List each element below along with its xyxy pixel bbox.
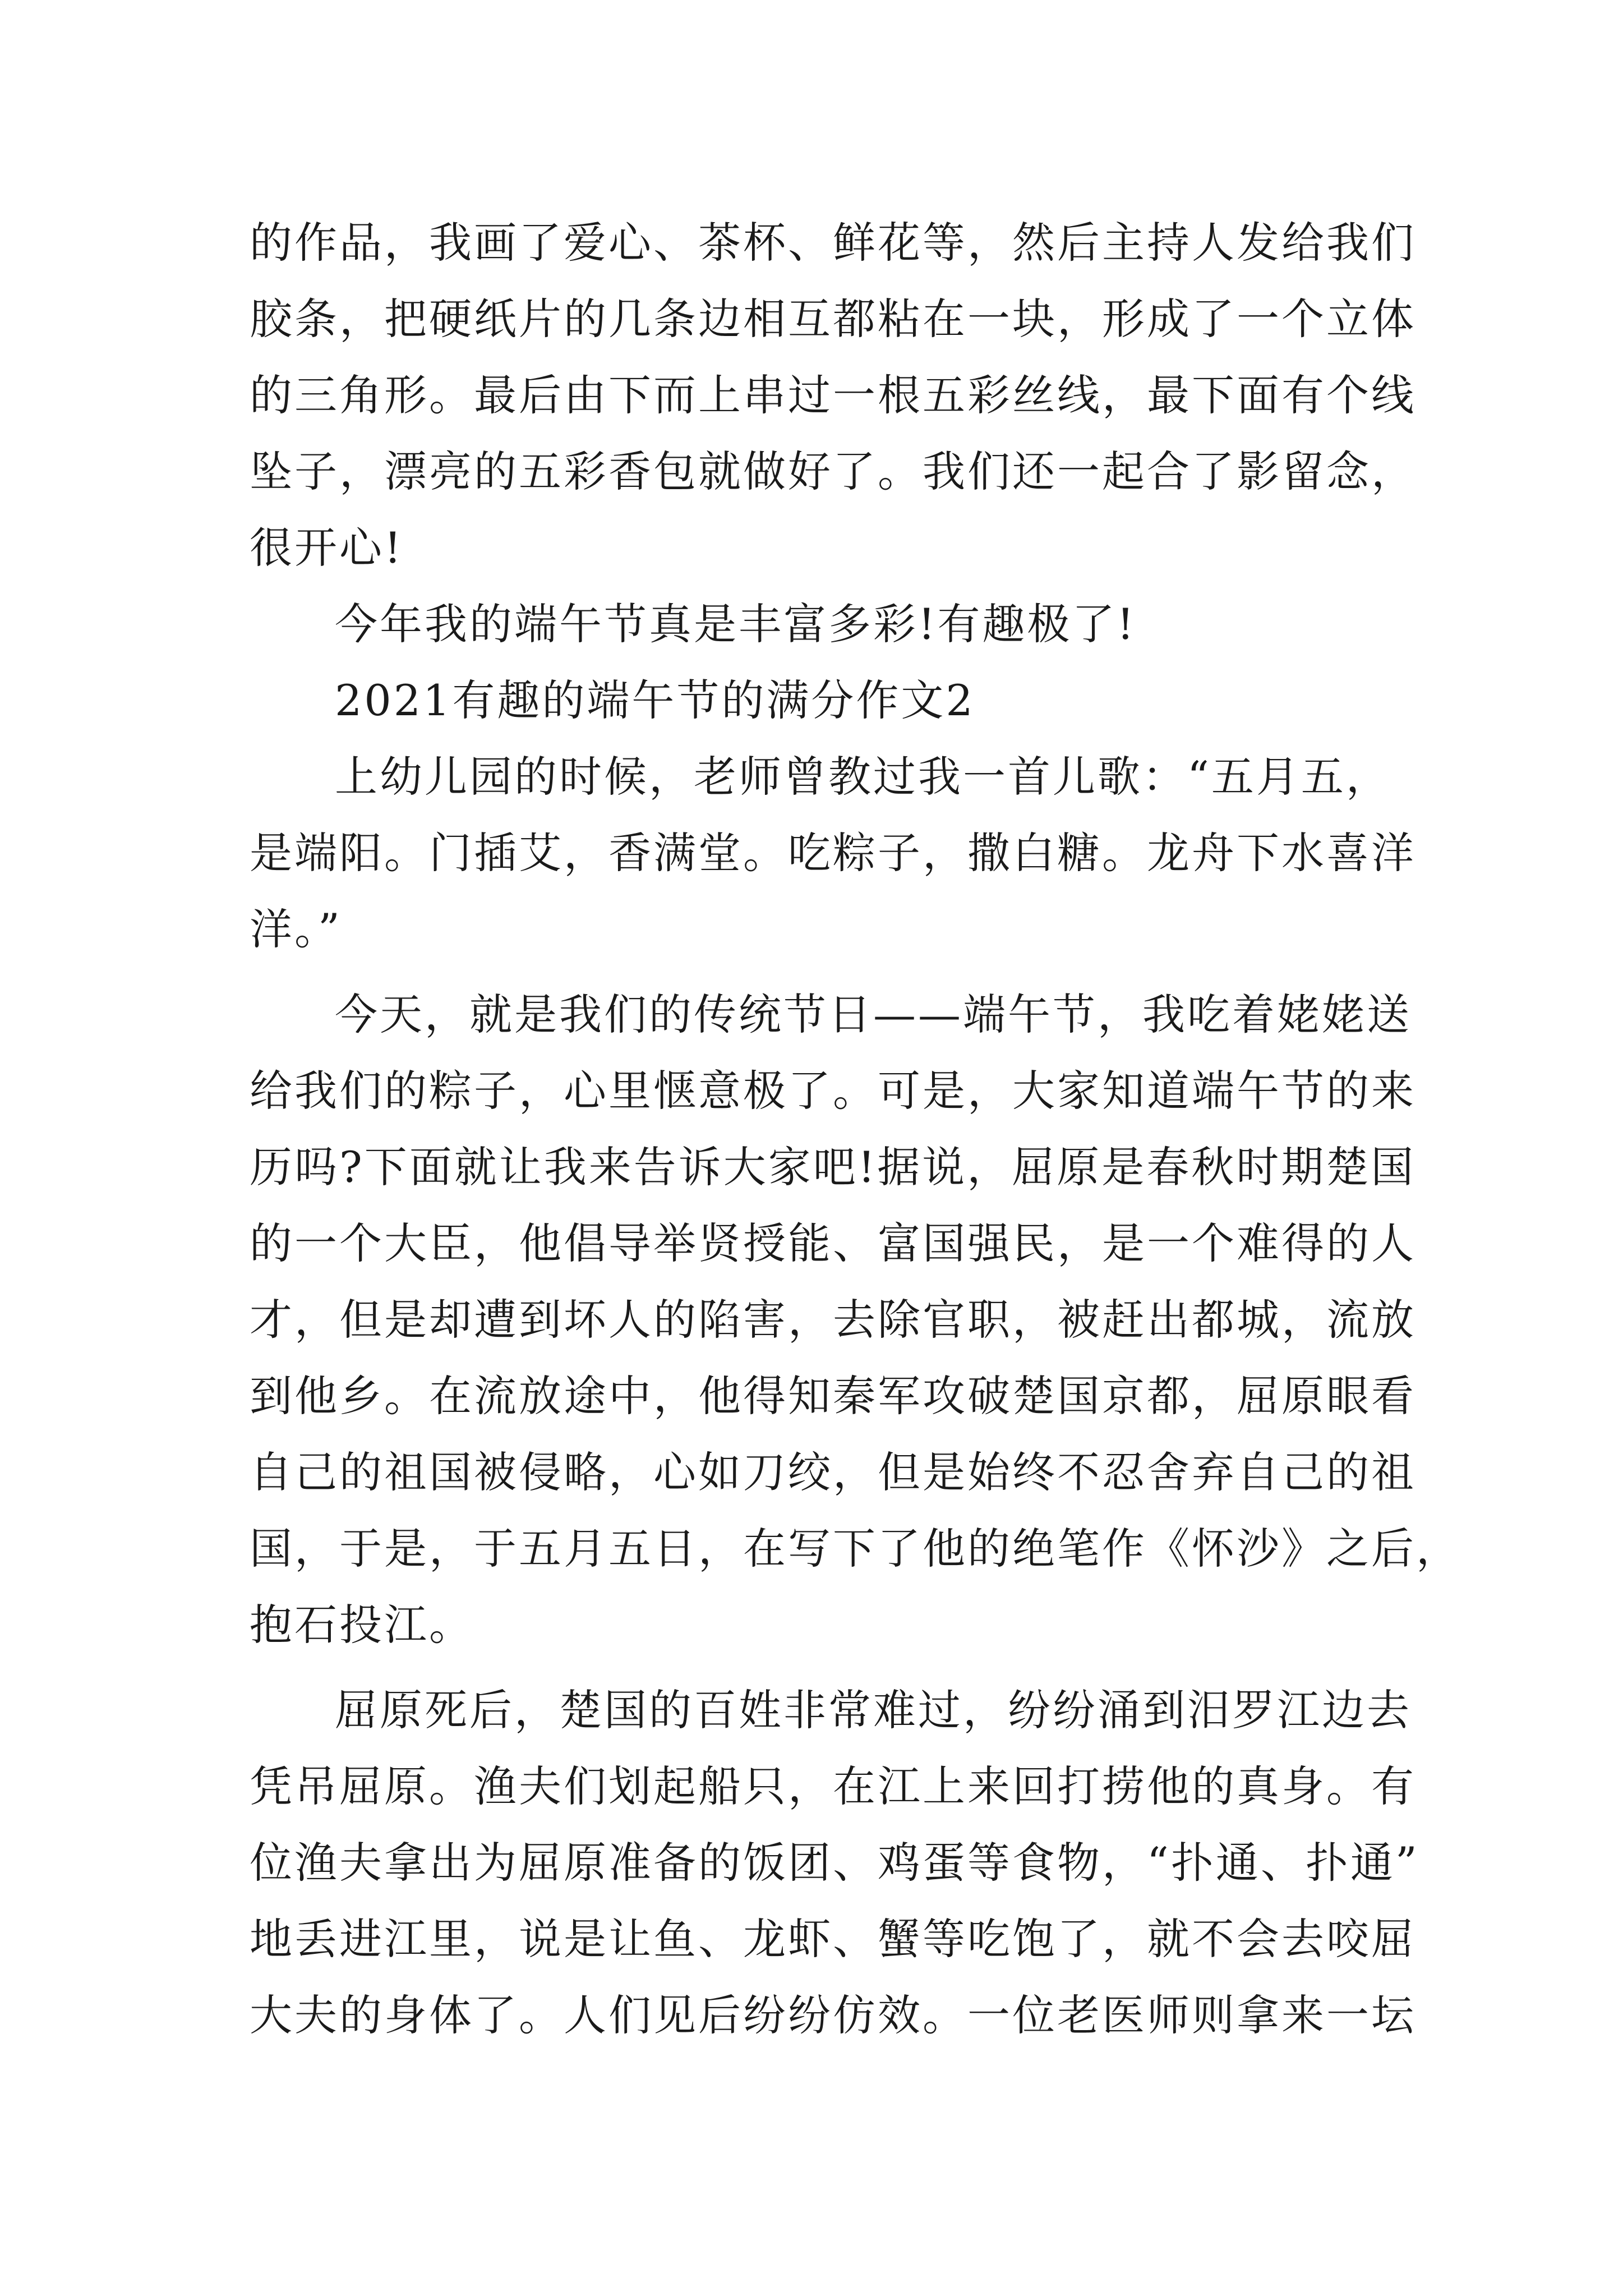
text-line: 才，但是却遭到坏人的陷害，去除官职，被赶出都城，流放 [250, 1295, 1416, 1345]
text-line: 地丢进江里，说是让鱼、龙虾、蟹等吃饱了，就不会去咬屈 [250, 1914, 1416, 1964]
text-line: 的作品，我画了爱心、茶杯、鲜花等，然后主持人发给我们 [250, 218, 1416, 268]
text-line: 是端阳。门插艾，香满堂。吃粽子，撒白糖。龙舟下水喜洋 [250, 828, 1416, 878]
text-line: 给我们的粽子，心里惬意极了。可是，大家知道端午节的来 [250, 1066, 1416, 1116]
text-line: 洋。” [250, 904, 342, 954]
text-line: 历吗?下面就让我来告诉大家吧!据说，屈原是春秋时期楚国 [250, 1142, 1416, 1192]
text-line: 到他乡。在流放途中，他得知秦军攻破楚国京都，屈原眼看 [250, 1371, 1416, 1421]
text-line: 的三角形。最后由下而上串过一根五彩丝线，最下面有个线 [250, 370, 1416, 420]
text-line: 自己的祖国被侵略，心如刀绞，但是始终不忍舍弃自己的祖 [250, 1447, 1416, 1497]
text-line: 今天，就是我们的传统节日——端午节，我吃着姥姥送 [335, 990, 1412, 1039]
text-line: 胶条，把硬纸片的几条边相互都粘在一块，形成了一个立体 [250, 294, 1416, 344]
text-line: 坠子，漂亮的五彩香包就做好了。我们还一起合了影留念， [250, 447, 1416, 496]
text-line: 抱石投江。 [250, 1600, 474, 1650]
text-line: 凭吊屈原。渔夫们划起船只，在江上来回打捞他的真身。有 [250, 1761, 1416, 1811]
essay-title: 2021有趣的端午节的满分作文2 [335, 675, 975, 725]
text-line: 的一个大臣，他倡导举贤授能、富国强民，是一个难得的人 [250, 1218, 1416, 1268]
text-line: 大夫的身体了。人们见后纷纷仿效。一位老医师则拿来一坛 [250, 1990, 1416, 2040]
essay-body [250, 205, 1461, 2054]
text-line: 屈原死后，楚国的百姓非常难过，纷纷涌到汨罗江边去 [335, 1685, 1412, 1735]
text-line: 国，于是，于五月五日，在写下了他的绝笔作《怀沙》之后， [250, 1524, 1461, 1573]
text-line: 上幼儿园的时候，老师曾教过我一首儿歌：“五月五， [335, 752, 1391, 802]
text-line: 位渔夫拿出为屈原准备的饭团、鸡蛋等食物，“扑通、扑通” [250, 1838, 1419, 1888]
text-line: 今年我的端午节真是丰富多彩!有趣极了! [335, 599, 1137, 649]
text-line: 很开心! [250, 523, 404, 573]
